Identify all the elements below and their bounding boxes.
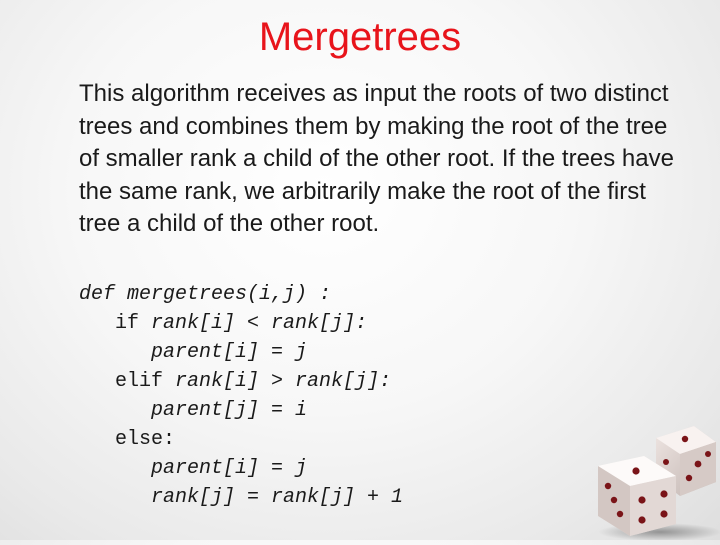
- code-keyword: if: [115, 312, 152, 335]
- code-line-4: [79, 367, 599, 396]
- dice-icon: [590, 420, 720, 540]
- code-indent: [79, 428, 115, 451]
- code-line-8: [79, 483, 599, 512]
- code-line-7: [79, 454, 599, 483]
- code-line-6: [79, 425, 599, 454]
- code-line-2: [79, 309, 599, 338]
- slide-body-text: This algorithm receives as input the roots of two distinct trees and combines them by making the root of the tree of smaller rank a child of the other root. If the trees have the same rank, we arbitrarily make the root of the first tree a child of the other root.: [79, 80, 674, 237]
- code-block: [79, 280, 599, 512]
- code-text: rank[j] = rank[j] + 1: [151, 486, 404, 509]
- code-text: parent[i] = j: [151, 341, 308, 364]
- code-keyword: else:: [115, 428, 176, 451]
- code-indent: [79, 399, 151, 422]
- code-keyword: elif: [115, 370, 176, 393]
- code-text: parent[j] = i: [151, 399, 308, 422]
- code-line-3: [79, 338, 599, 367]
- code-line-5: [79, 396, 599, 425]
- code-line-1: [79, 280, 599, 309]
- code-text: mergetrees(i,j) :: [127, 283, 332, 306]
- code-indent: [79, 341, 151, 364]
- code-indent: [79, 312, 115, 335]
- code-indent: [79, 457, 151, 480]
- code-keyword: def: [79, 283, 128, 306]
- code-text: parent[i] = j: [151, 457, 308, 480]
- slide-title: Mergetrees: [258, 15, 462, 59]
- code-text: rank[i] > rank[j]:: [175, 370, 392, 393]
- code-text: rank[i] < rank[j]:: [151, 312, 368, 335]
- code-indent: [79, 486, 151, 509]
- code-indent: [79, 370, 115, 393]
